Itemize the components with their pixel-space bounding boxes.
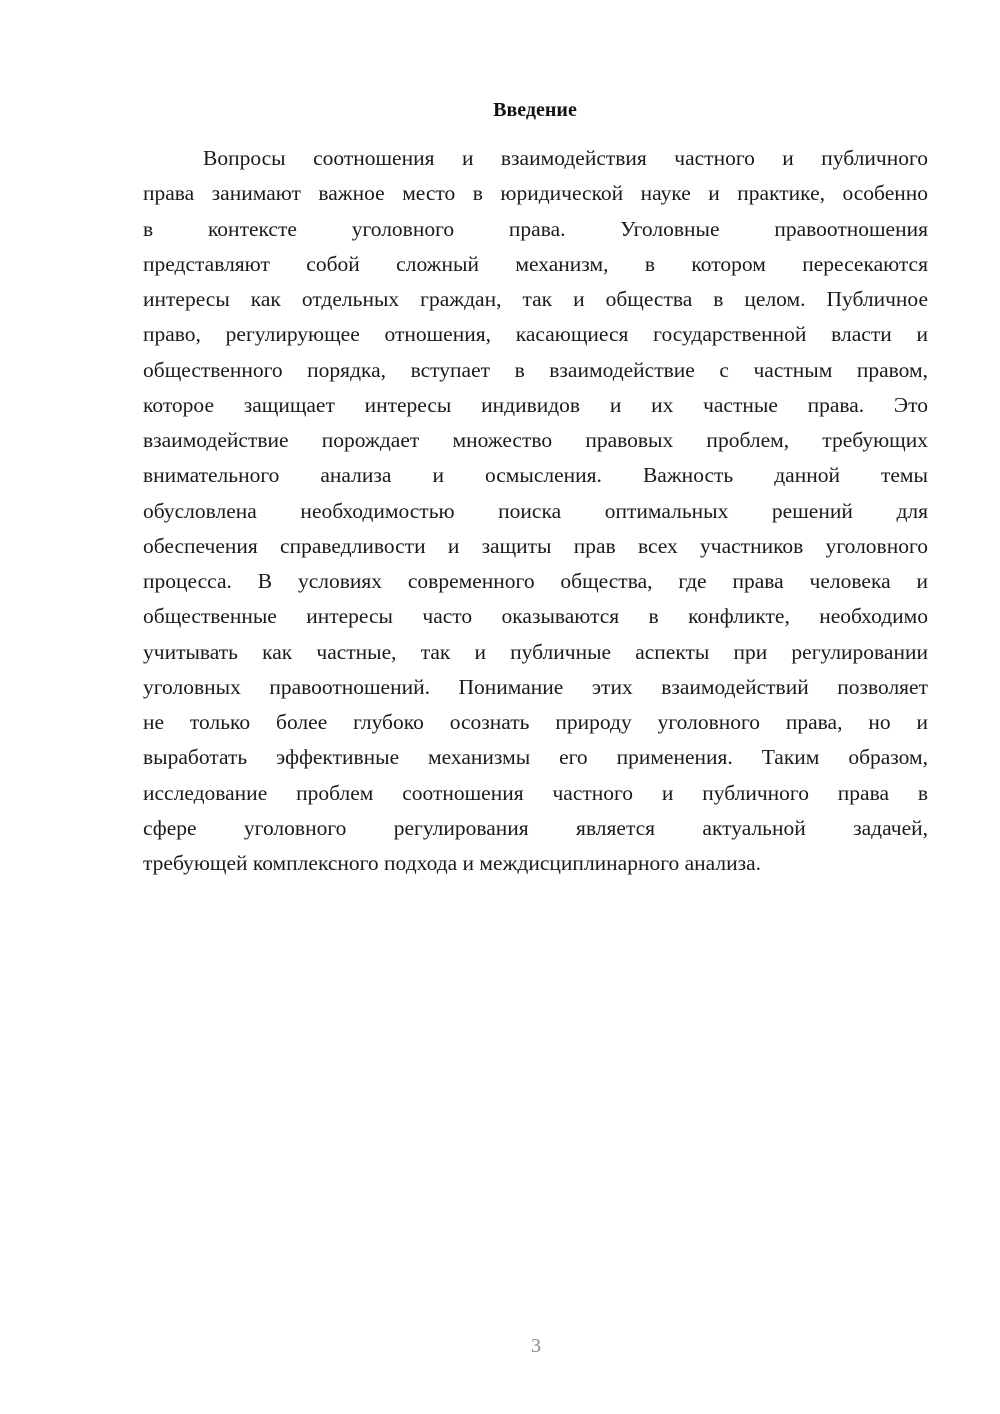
paragraph-line: не только более глубоко осознать природу уголовного права, но и <box>143 710 928 734</box>
paragraph-line: исследование проблем соотношения частного и публичного права в <box>143 780 928 805</box>
page-number: 3 <box>531 1335 541 1357</box>
paragraph-line: выработать эффективные механизмы его применения. Таким образом, <box>143 745 928 770</box>
paragraph-line: требующей комплексного подхода и междисциплинарного анализа. <box>143 851 762 875</box>
section-heading: Введение <box>493 99 577 121</box>
paragraph-line: сфере уголовного регулирования является актуальной задачей, <box>143 815 928 840</box>
paragraph-line: обусловлена необходимостью поиска оптимальных решений для <box>143 498 928 523</box>
paragraph-line: процесса. В условиях современного общества, где права человека и <box>143 569 928 593</box>
paragraph-line: Вопросы соотношения и взаимодействия частного и публичного <box>203 146 928 170</box>
paragraph-line: в контексте уголовного права. Уголовные правоотношения <box>143 216 928 241</box>
paragraph-line: представляют собой сложный механизм, в котором пересекаются <box>143 251 928 276</box>
paragraph-line: взаимодействие порождает множество правовых проблем, требующих <box>143 428 928 452</box>
paragraph-line: права занимают важное место в юридической науке и практике, особенно <box>143 181 928 206</box>
paragraph-line: интересы как отдельных граждан, так и общества в целом. Публичное <box>143 287 928 311</box>
paragraph-line: которое защищает интересы индивидов и их частные права. Это <box>143 392 928 417</box>
intro-paragraph <box>143 141 928 881</box>
paragraph-line: общественного порядка, вступает в взаимодействие с частным правом, <box>143 357 928 382</box>
paragraph-line: право, регулирующее отношения, касающиеся государственной власти и <box>143 322 928 347</box>
paragraph-line: учитывать как частные, так и публичные аспекты при регулировании <box>143 639 928 664</box>
paragraph-line: уголовных правоотношений. Понимание этих взаимодействий позволяет <box>143 674 928 699</box>
paragraph-line: общественные интересы часто оказываются в конфликте, необходимо <box>143 604 928 629</box>
paragraph-line: обеспечения справедливости и защиты прав всех участников уголовного <box>143 533 928 558</box>
paragraph-line: внимательного анализа и осмысления. Важность данной темы <box>143 463 928 488</box>
